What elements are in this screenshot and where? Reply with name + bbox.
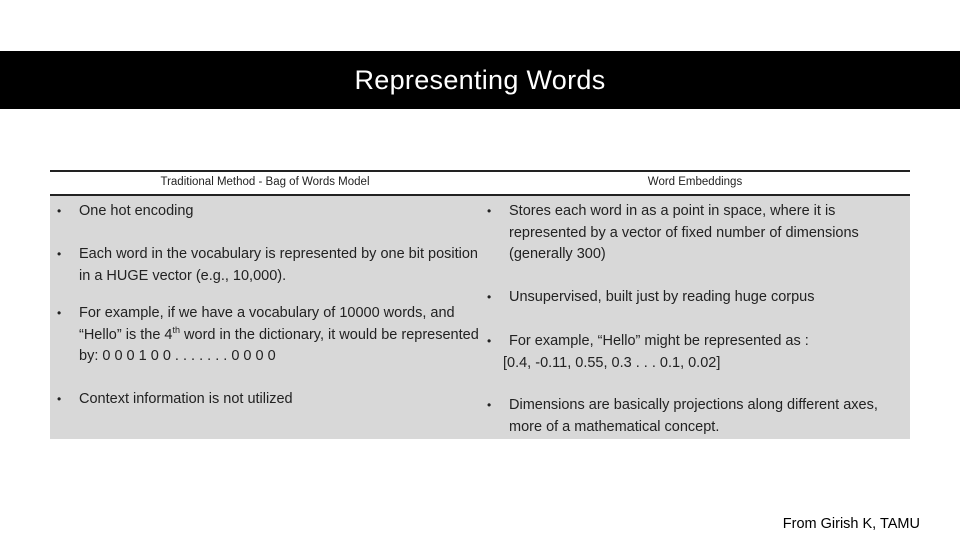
bullet-icon: • [57, 204, 62, 218]
right-item-text: Stores each word in as a point in space, where it is represented by a vector of fixed number of dimensions (generally 300) [509, 203, 859, 262]
left-item-text-part2: word in the dictionary, it would be represented by: 0 0 0 1 0 0 . . . . . . . 0 0 0 0 [79, 326, 479, 364]
left-bullet-one-hot [50, 201, 490, 223]
left-item-text: One hot encoding [79, 203, 194, 219]
bullet-icon: • [487, 204, 492, 218]
header-traditional-method: Traditional Method - Bag of Words Model [160, 176, 370, 188]
right-bullet-example [480, 331, 900, 374]
comparison-table [50, 170, 910, 439]
table-body [50, 196, 910, 439]
bullet-icon: • [57, 306, 62, 320]
header-word-embeddings: Word Embeddings [647, 176, 743, 188]
slide-title: Representing Words [354, 64, 606, 95]
bullet-icon: • [57, 247, 62, 261]
left-item-text-part1: For example, if we have a vocabulary of 10000 words, and “Hello” is the 4 [79, 305, 455, 343]
bullet-icon: • [487, 398, 492, 412]
table-header-row [50, 172, 910, 196]
right-item-vector: [0.4, -0.11, 0.55, 0.3 . . . 0.1, 0.02] [503, 354, 721, 371]
bullet-icon: • [487, 334, 492, 348]
superscript-th: th [172, 324, 180, 335]
title-bar [0, 51, 960, 109]
bullet-icon: • [57, 392, 62, 406]
left-bullet-vocabulary [50, 244, 490, 287]
right-bullet-dimensions [480, 395, 900, 438]
right-bullet-stores [480, 201, 900, 266]
left-item-text: Each word in the vocabulary is represented by one bit position in a HUGE vector (e.g., 10,000). [79, 246, 478, 284]
right-item-text: Unsupervised, built just by reading huge corpus [509, 289, 815, 305]
left-bullet-example [50, 303, 490, 368]
right-bullet-unsupervised [480, 287, 900, 309]
left-item-text: Context information is not utilized [79, 391, 293, 407]
right-item-text-line1: For example, “Hello” might be represented as : [509, 333, 809, 349]
source-credit: From Girish K, TAMU [782, 516, 920, 532]
left-bullet-context [50, 389, 490, 411]
bullet-icon: • [487, 290, 492, 304]
right-item-text: Dimensions are basically projections along different axes, more of a mathematical concept. [509, 397, 878, 435]
